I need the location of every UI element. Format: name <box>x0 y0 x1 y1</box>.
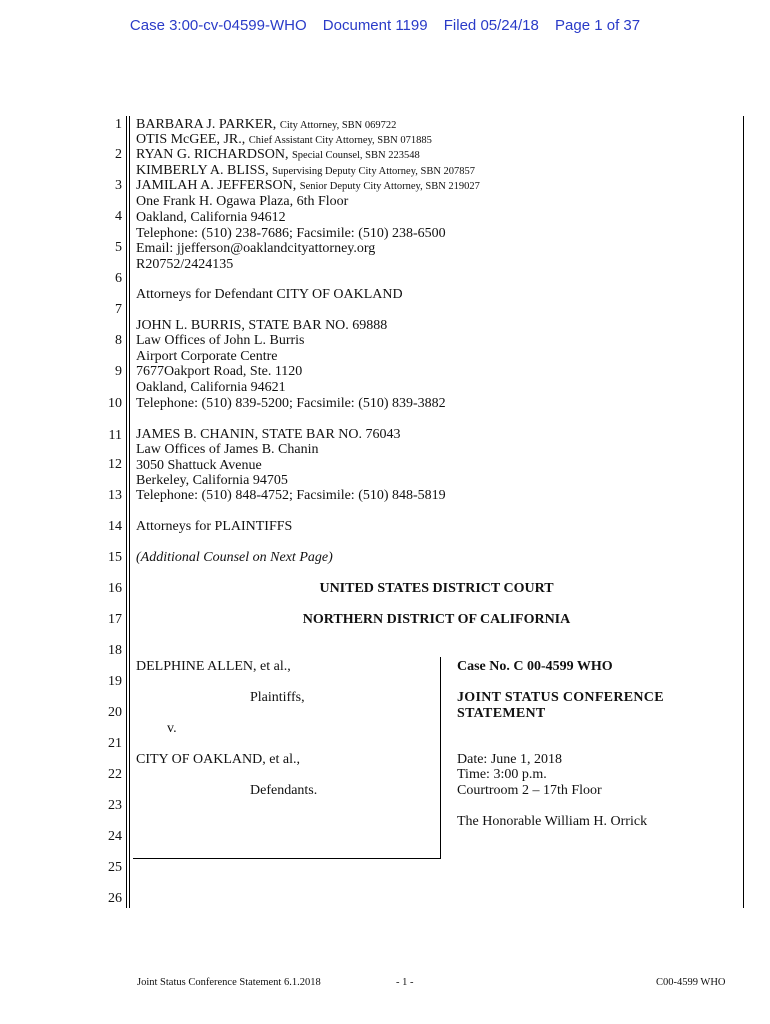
counsel-line <box>136 147 420 163</box>
counsel-line <box>136 132 432 148</box>
counsel-title: Chief Assistant City Attorney, SBN 071885 <box>248 135 432 146</box>
counsel-name: BARBARA J. PARKER, <box>136 117 277 132</box>
chanin-line: Law Offices of James B. Chanin <box>136 442 319 457</box>
plaintiff-role: Plaintiffs, <box>250 690 305 705</box>
line-number: 16 <box>108 581 122 596</box>
versus: v. <box>167 721 177 736</box>
hearing-time: Time: 3:00 p.m. <box>457 767 547 782</box>
counsel-name: JAMILAH A. JEFFERSON, <box>136 178 297 193</box>
email-line: Email: jjefferson@oaklandcityattorney.org <box>136 241 376 256</box>
line-number: 19 <box>108 674 122 689</box>
line-number: 1 <box>115 117 122 132</box>
chanin-line: JAMES B. CHANIN, STATE BAR NO. 76043 <box>136 427 401 442</box>
address-line: One Frank H. Ogawa Plaza, 6th Floor <box>136 194 349 209</box>
filed-date-header: Filed 05/24/18 <box>443 17 539 34</box>
footer-title: Joint Status Conference Statement 6.1.2018 <box>137 977 321 988</box>
case-number-header: Case 3:00-cv-04599-WHO <box>129 17 307 34</box>
line-number: 14 <box>108 519 122 534</box>
line-number: 21 <box>108 736 122 751</box>
hearing-date: Date: June 1, 2018 <box>457 752 562 767</box>
line-number: 15 <box>108 550 122 565</box>
counsel-line <box>136 163 475 179</box>
burris-line: JOHN L. BURRIS, STATE BAR NO. 69888 <box>136 318 388 333</box>
line-number: 5 <box>115 240 122 255</box>
counsel-title: Senior Deputy City Attorney, SBN 219027 <box>299 181 480 192</box>
address-line: Oakland, California 94612 <box>136 210 286 225</box>
attorneys-for-plaintiffs: Attorneys for PLAINTIFFS <box>136 519 293 534</box>
counsel-line <box>136 117 396 133</box>
counsel-name: OTIS McGEE, JR., <box>136 132 246 147</box>
chanin-line: Telephone: (510) 848-4752; Facsimile: (510) 848-5819 <box>136 488 446 503</box>
additional-counsel-note: (Additional Counsel on Next Page) <box>136 550 333 565</box>
document-number-header: Document 1199 <box>322 17 428 34</box>
line-number: 12 <box>108 457 122 472</box>
line-number: 3 <box>115 178 122 193</box>
attorneys-for-defendant: Attorneys for Defendant CITY OF OAKLAND <box>136 287 403 302</box>
court-name: UNITED STATES DISTRICT COURT <box>319 581 554 596</box>
counsel-name: KIMBERLY A. BLISS, <box>136 163 269 178</box>
burris-line: 7677Oakport Road, Ste. 1120 <box>136 364 303 379</box>
burris-line: Law Offices of John L. Burris <box>136 333 305 348</box>
burris-line: Oakland, California 94621 <box>136 380 286 395</box>
page-count-header: Page 1 of 37 <box>555 17 641 34</box>
line-number: 8 <box>115 333 122 348</box>
footer-case-number: C00-4599 WHO <box>656 977 726 988</box>
line-number: 2 <box>115 147 122 162</box>
caption-box-bottom-rule <box>133 858 441 859</box>
right-margin-rule <box>743 116 744 908</box>
defendant-name: CITY OF OAKLAND, et al., <box>136 752 300 767</box>
line-number: 10 <box>108 396 122 411</box>
court-district: NORTHERN DISTRICT OF CALIFORNIA <box>302 612 571 627</box>
line-number: 18 <box>108 643 122 658</box>
case-number: Case No. C 00-4599 WHO <box>457 659 613 674</box>
line-number: 6 <box>115 271 122 286</box>
line-number: 24 <box>108 829 122 844</box>
line-number: 4 <box>115 209 122 224</box>
left-margin-rule <box>126 116 127 908</box>
document-title-cont: STATEMENT <box>457 706 546 721</box>
footer-page-number: - 1 - <box>396 977 414 988</box>
line-number: 13 <box>108 488 122 503</box>
caption-box-right-rule <box>440 657 441 859</box>
burris-line: Telephone: (510) 839-5200; Facsimile: (510) 839-3882 <box>136 396 446 411</box>
courtroom: Courtroom 2 – 17th Floor <box>457 783 602 798</box>
counsel-line <box>136 178 480 194</box>
judge-name: The Honorable William H. Orrick <box>457 814 648 829</box>
line-number: 22 <box>108 767 122 782</box>
chanin-line: Berkeley, California 94705 <box>136 473 288 488</box>
document-title: JOINT STATUS CONFERENCE <box>457 690 664 705</box>
plaintiff-name: DELPHINE ALLEN, et al., <box>136 659 291 674</box>
defendant-role: Defendants. <box>250 783 318 798</box>
counsel-title: Special Counsel, SBN 223548 <box>291 150 420 161</box>
line-number: 9 <box>115 364 122 379</box>
counsel-title: City Attorney, SBN 069722 <box>279 120 397 131</box>
line-number: 25 <box>108 860 122 875</box>
burris-line: Airport Corporate Centre <box>136 349 278 364</box>
phone-line: Telephone: (510) 238-7686; Facsimile: (510) 238-6500 <box>136 226 446 241</box>
line-number: 26 <box>108 891 122 906</box>
line-number: 17 <box>108 612 122 627</box>
line-number: 11 <box>108 428 122 443</box>
counsel-name: RYAN G. RICHARDSON, <box>136 147 289 162</box>
line-number: 20 <box>108 705 122 720</box>
reference-line: R20752/2424135 <box>136 257 234 272</box>
chanin-line: 3050 Shattuck Avenue <box>136 458 262 473</box>
counsel-title: Supervising Deputy City Attorney, SBN 207857 <box>272 166 476 177</box>
filing-header <box>0 17 770 34</box>
line-number: 23 <box>108 798 122 813</box>
line-number: 7 <box>115 302 122 317</box>
left-margin-rule-inner <box>129 116 130 908</box>
